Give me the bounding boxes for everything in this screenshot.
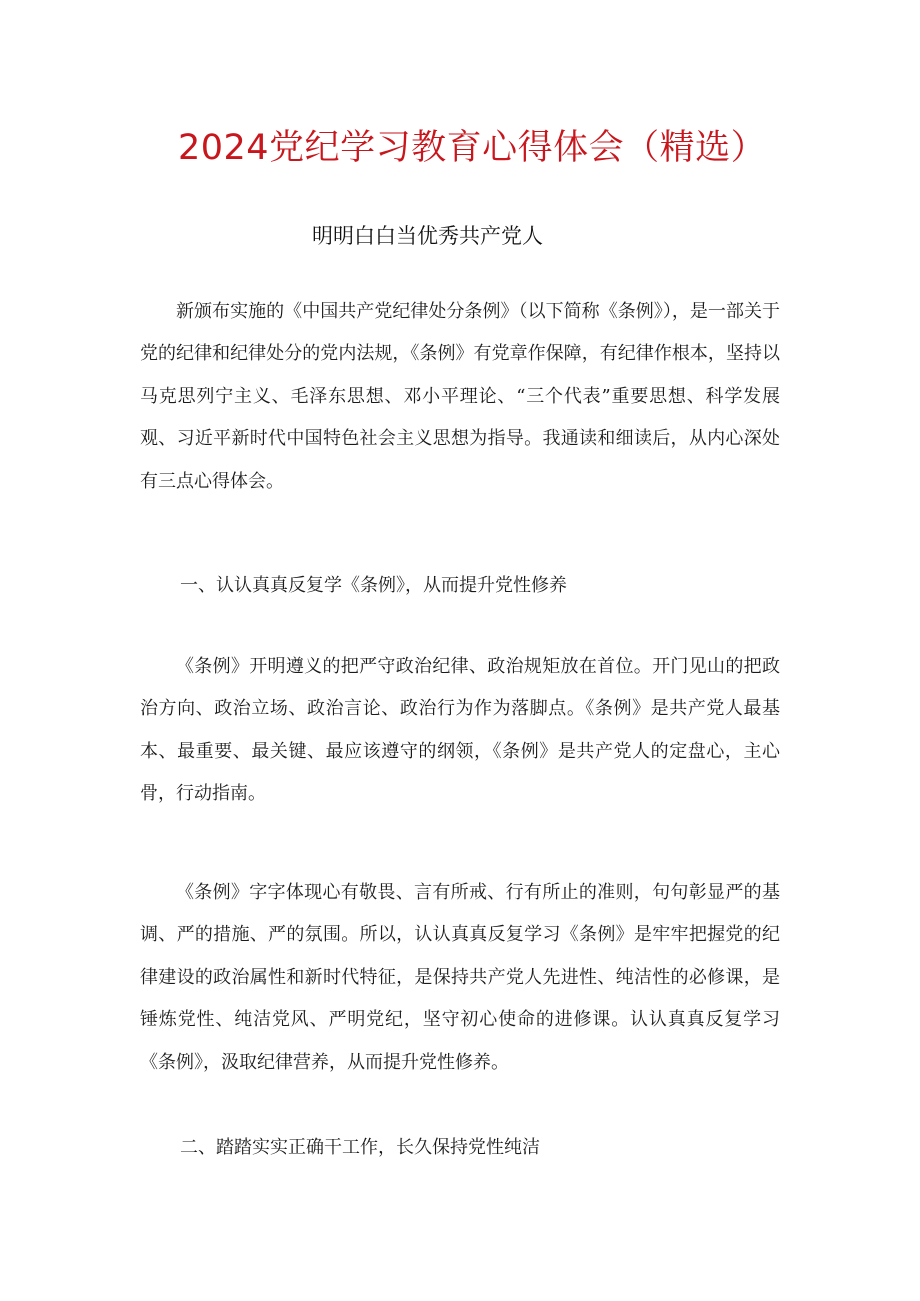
document-title: 2024党纪学习教育心得体会（精选） <box>178 128 767 168</box>
section-1-heading: 一、认认真真反复学《条例》，从而提升党性修养 <box>180 575 567 596</box>
section-2-heading: 二、踏踏实实正确干工作，长久保持党性纯洁 <box>180 1137 540 1158</box>
section-1-paragraph-2: 《条例》字字体现心有敬畏、言有所戒、行有所止的准则，句句彰显严的基调、严的措施、严的氛围。所以，认认真真反复学习《条例》是牢牢把握党的纪律建设的政治属性和新时代特征，是保持共产党人先进性、纯洁性的必修课，是锤炼党性、纯洁党风、严明党纪，坚守初心使命的进修课。认认真真反复学习《条例》，汲取纪律营养，从而提升党性修养。 <box>140 882 780 1073</box>
document-subtitle: 明明白白当优秀共产党人 <box>312 224 543 248</box>
section-1-paragraph-1: 《条例》开明遵义的把严守政治纪律、政治规矩放在首位。开门见山的把政治方向、政治立场、政治言论、政治行为作为落脚点。《条例》是共产党人最基本、最重要、最关键、最应该遵守的纲领，《条例》是共产党人的定盘心，主心骨，行动指南。 <box>140 656 780 805</box>
intro-paragraph: 新颁布实施的《中国共产党纪律处分条例》（以下简称《条例》），是一部关于党的纪律和纪律处分的党内法规，《条例》有党章作保障，有纪律作根本，坚持以马克思列宁主义、毛泽东思想、邓小平理论、“三个代表”重要思想、科学发展观、习近平新时代中国特色社会主义思想为指导。我通读和细读后，从内心深处有三点心得体会。 <box>140 301 780 492</box>
